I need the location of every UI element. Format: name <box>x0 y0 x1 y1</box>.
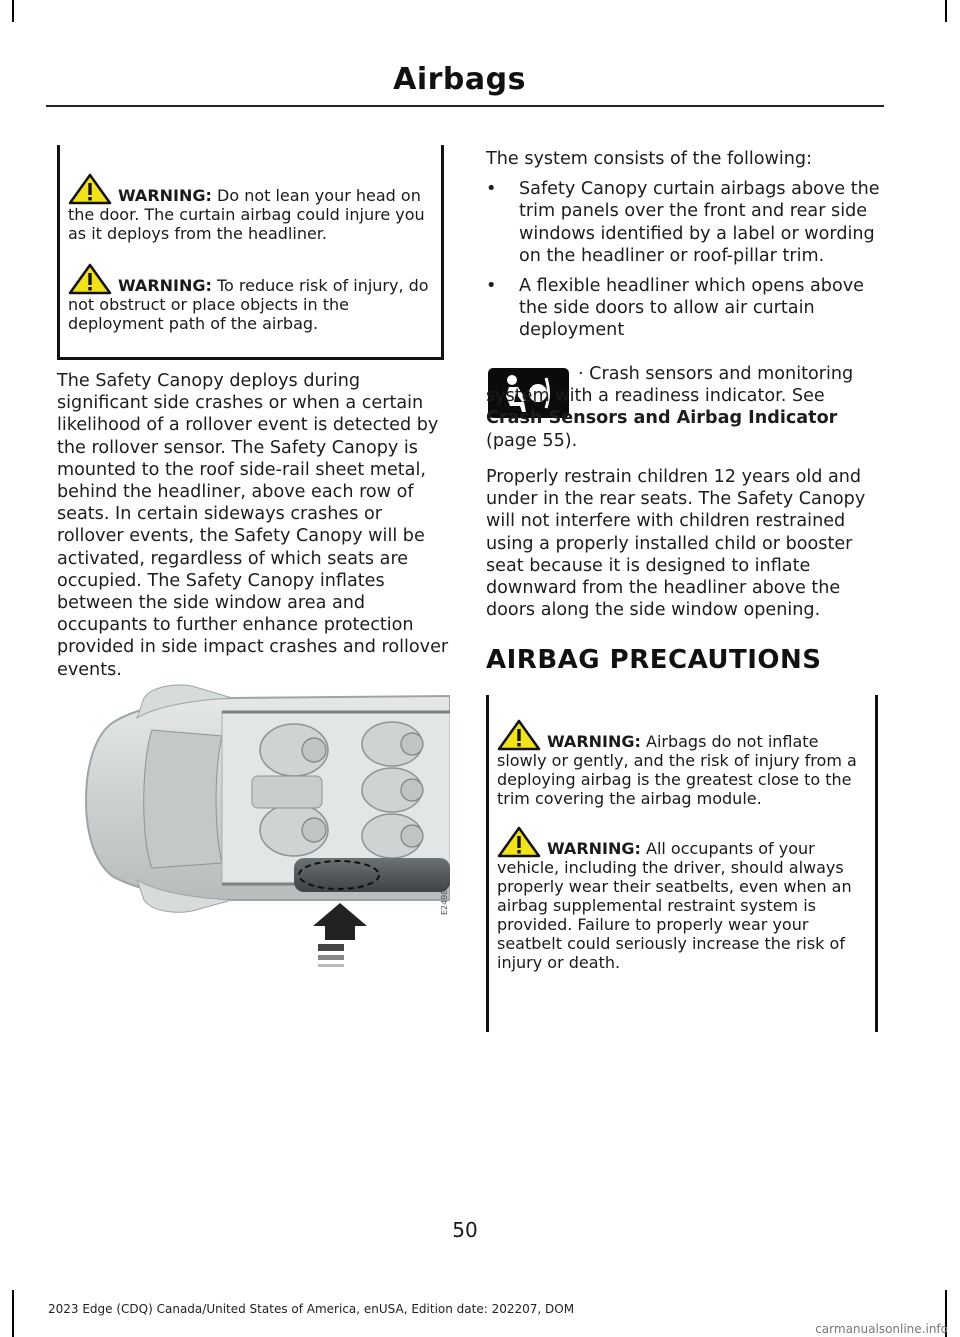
warning-label: WARNING: <box>547 732 641 751</box>
sensor-text: · Crash sensors and monitoring system with a readiness indicator. See <box>486 364 854 407</box>
vehicle-top-view-illustration <box>82 678 450 973</box>
warning-triangle-icon <box>497 719 541 751</box>
warning-box-left <box>57 145 444 360</box>
crop-mark <box>12 0 14 22</box>
warning-text: Do not lean your head on the door. The curtain airbag could injure you as it deploys from the headliner. <box>68 186 425 243</box>
sensor-paragraph <box>486 363 878 452</box>
edition-footer: 2023 Edge (CDQ) Canada/United States of America, enUSA, Edition date: 202207, DOM <box>48 1302 575 1316</box>
warning-label: WARNING: <box>118 186 212 205</box>
crash-sensors-link[interactable]: Crash Sensors and Airbag Indicator <box>486 408 838 429</box>
warning-text: To reduce risk of injury, do not obstruct or place objects in the deployment path of the airbag. <box>68 276 429 333</box>
warning-triangle-icon <box>68 173 112 205</box>
warning-text: All occupants of your vehicle, including the driver, should always properly wear their seatbelts, even when an airbag supplemental restraint system is provided. Failure to properly wear your seatbelt could seriously increase the risk of injury or death. <box>497 839 852 972</box>
children-paragraph: Properly restrain children 12 years old and under in the rear seats. The Safety Canopy will not interfere with children restrained using a properly installed child or booster seat because it is designed to inflate downward from the headliner above the doors along the side window opening. <box>486 467 866 621</box>
warning-3 <box>497 719 867 808</box>
list-item: • A flexible headliner which opens above the side doors to allow air curtain deployment <box>486 276 864 341</box>
system-intro: The system consists of the following: <box>486 149 813 169</box>
title-rule <box>46 105 884 107</box>
warning-4 <box>497 826 867 972</box>
crop-mark <box>945 0 947 22</box>
warning-triangle-icon <box>68 263 112 295</box>
list-item: • Safety Canopy curtain airbags above the trim panels over the front and rear side windows identified by a label or wording on the headliner or roof-pillar trim. <box>486 179 880 266</box>
warning-label: WARNING: <box>547 839 641 858</box>
section-heading: AIRBAG PRECAUTIONS <box>486 645 822 675</box>
warning-triangle-icon <box>497 826 541 858</box>
figure-code: E249834 <box>440 879 449 915</box>
warning-1 <box>68 173 433 243</box>
sensor-page-ref: (page 55). <box>486 430 578 451</box>
warning-2 <box>68 263 433 333</box>
right-column <box>486 148 882 342</box>
bullet-glyph: • <box>486 179 497 200</box>
warning-label: WARNING: <box>118 276 212 295</box>
page-number: 50 <box>452 1218 478 1242</box>
left-body-text <box>57 370 449 681</box>
system-components-list <box>486 178 882 341</box>
safety-canopy-paragraph: The Safety Canopy deploys during significant side crashes or when a certain likelihood of a rollover event is detected by the rollover sensor. The Safety Canopy is mounted to the roof side-rail sheet metal, behind the headliner, above each row of seats. In certain sideways crashes or rollover events, the Safety Canopy will be activated, regardless of which seats are occupied. The Safety Canopy inflates between the side window area and occupants to further enhance protection provided in side impact crashes and rollover events. <box>57 371 449 680</box>
page-title: Airbags <box>393 62 526 97</box>
watermark[interactable]: carmanualsonline.info <box>815 1322 948 1336</box>
warning-text: Airbags do not inflate slowly or gently, and the risk of injury from a deploying airbag is the greatest close to the trim covering the airbag module. <box>497 732 857 808</box>
warning-box-right <box>486 695 878 1032</box>
bullet-glyph: • <box>486 276 497 297</box>
crop-mark <box>12 1290 14 1337</box>
